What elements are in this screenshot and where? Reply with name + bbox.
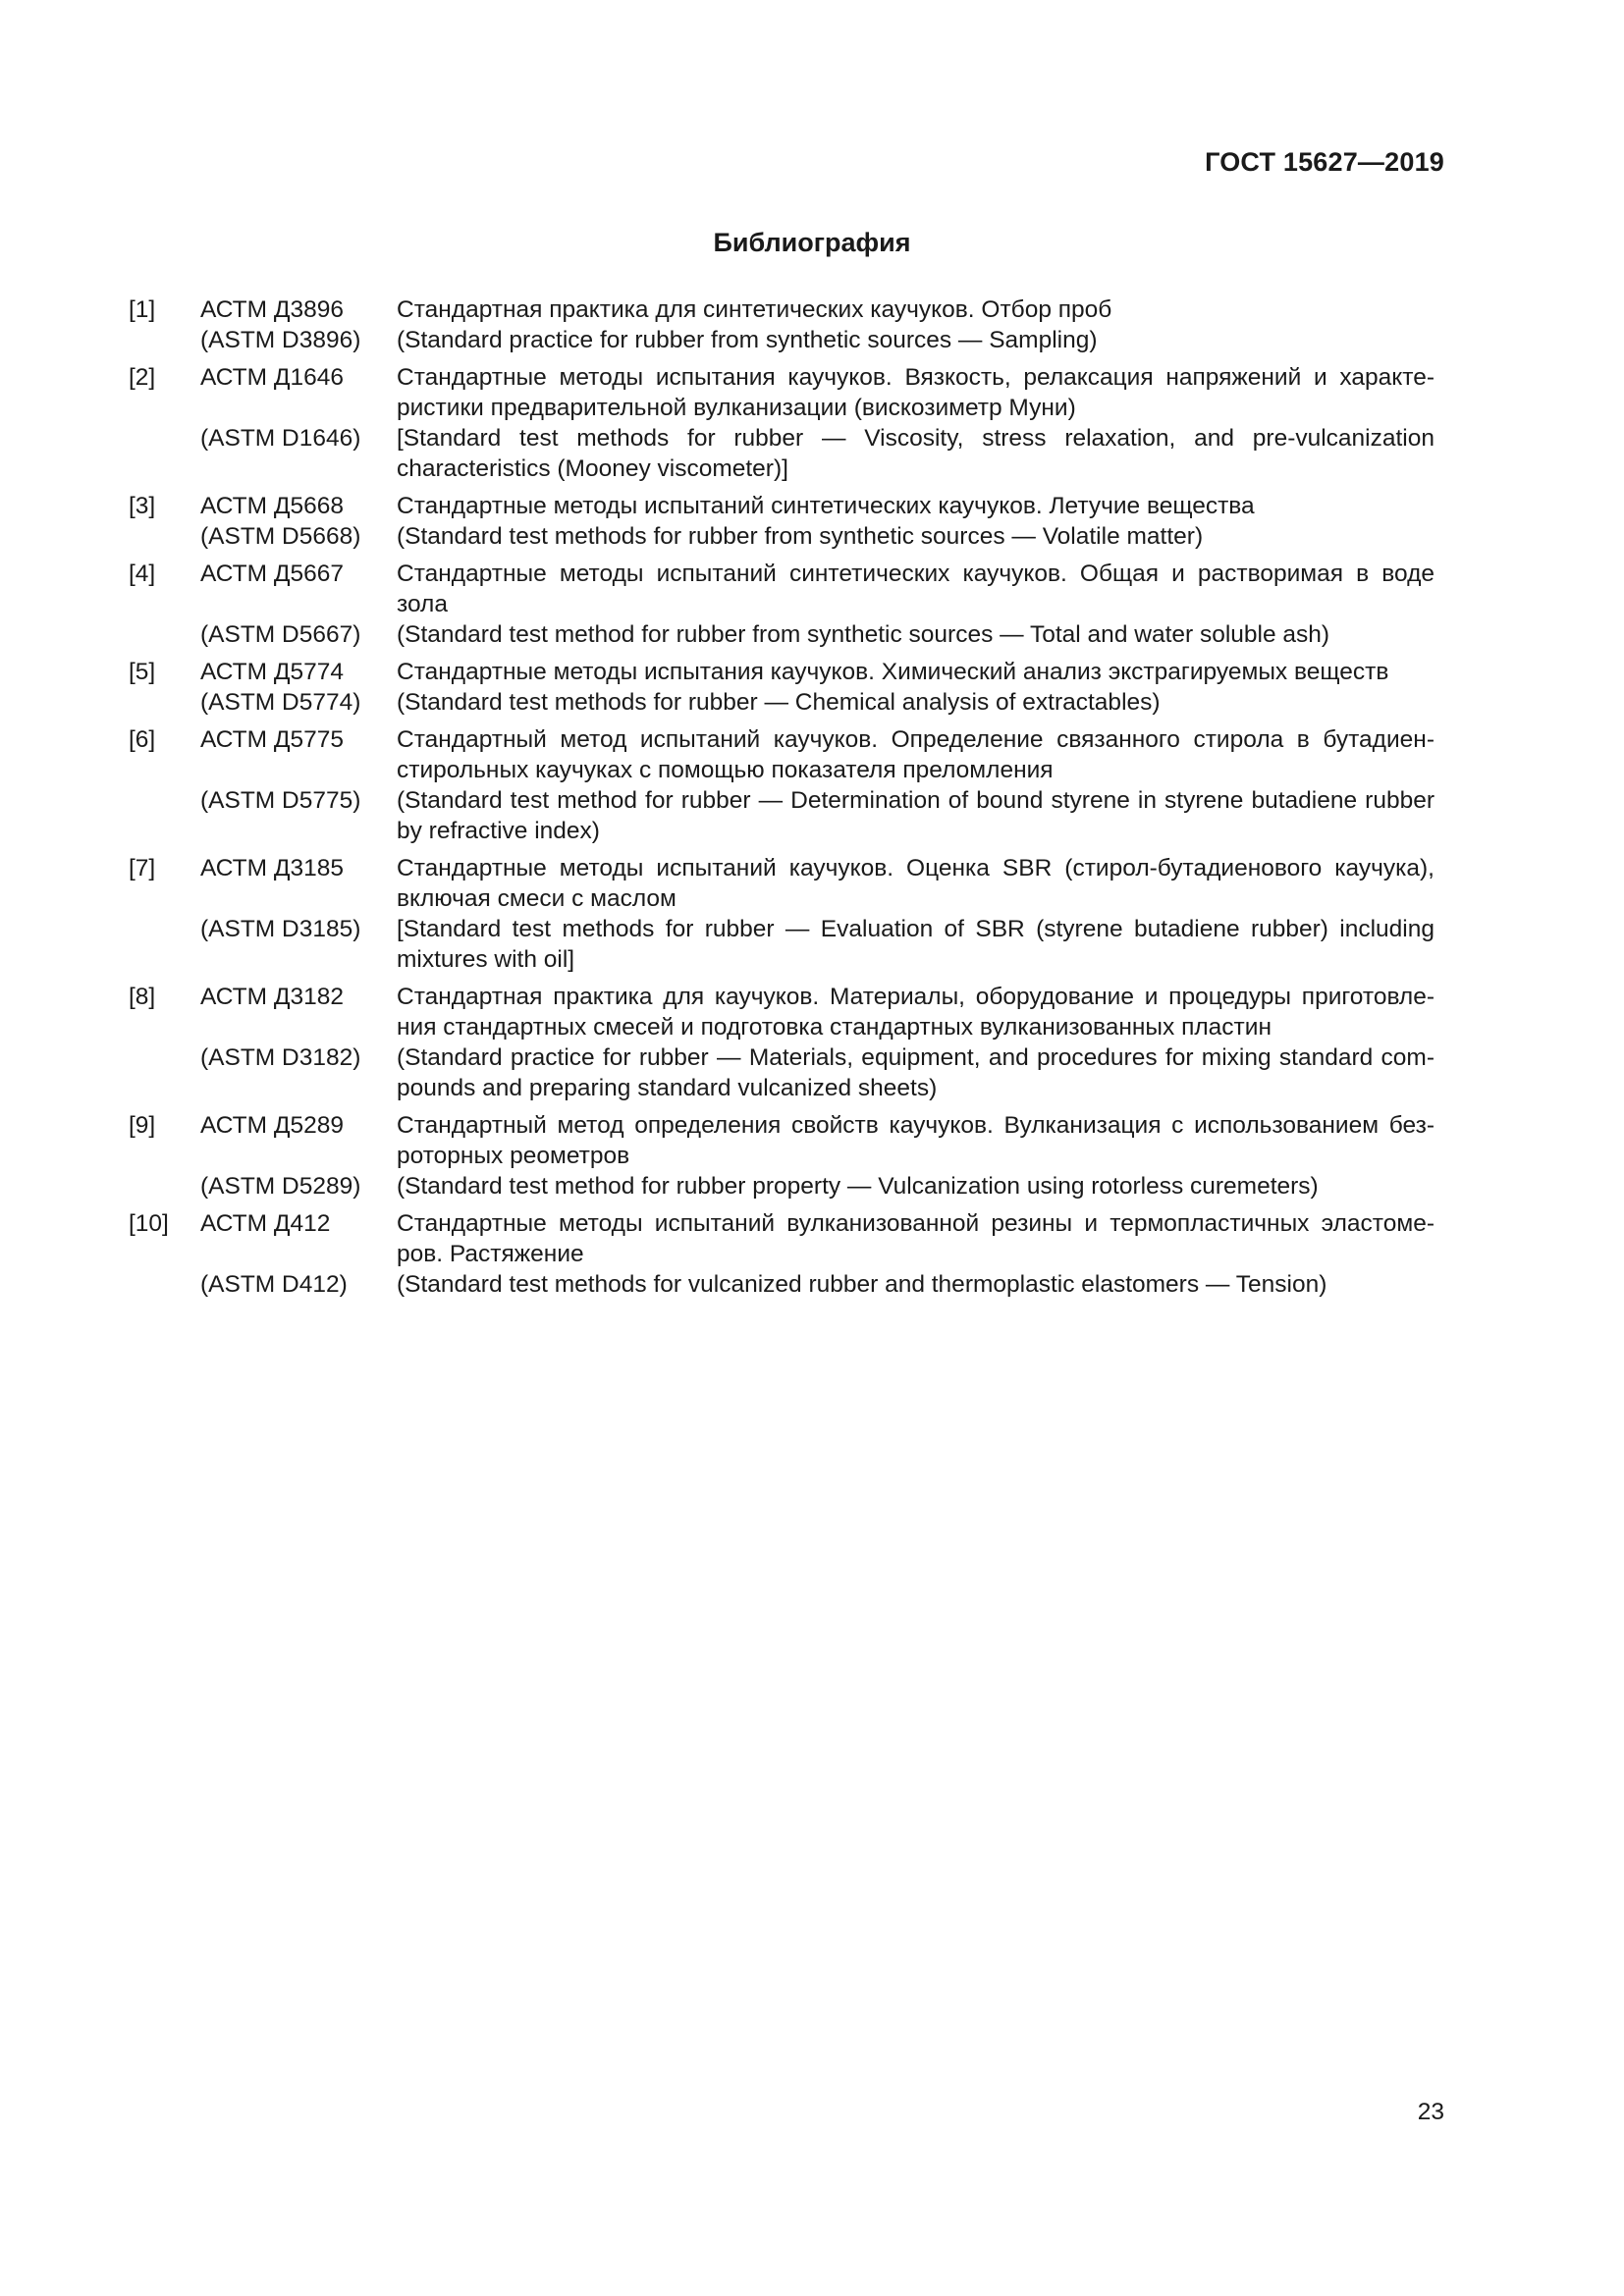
standard-code: (ASTM D3182) [200,1044,361,1071]
entry-number [129,687,200,718]
standard-title: (Standard practice for rubber from synthetic sources — Sampling) [397,327,1098,353]
bibliography-line [129,325,1435,355]
standard-title: Стандартные методы испытаний синтетических каучуков. Летучие вещества [397,493,1255,519]
standard-title: (Standard test method for rubber from synthetic sources — Total and water soluble ash) [397,621,1330,648]
bibliography-line [129,521,1435,552]
entry-number [129,914,200,975]
standard-code: (ASTM D1646) [200,425,361,452]
bibliography-line [129,853,1435,914]
standard-code: АСТМ Д3185 [200,855,344,881]
bibliography-entry [129,362,1435,484]
bibliography-entry [129,1110,1435,1201]
standard-code: (ASTM D5289) [200,1173,361,1200]
page-number: 23 [1417,2099,1444,2125]
standard-code: АСТМ Д412 [200,1210,331,1237]
standard-title: Стандартные методы испытаний каучуков. Оценка SBR (стирол-бутадиенового каучука), включая смеси с маслом [397,855,1435,912]
bibliography-line [129,982,1435,1042]
entry-number [129,785,200,846]
bibliography-line [129,1042,1435,1103]
entry-number: [8] [129,984,156,1010]
bibliography-entry [129,491,1435,552]
entry-number: [6] [129,726,156,753]
entry-number: [4] [129,561,156,587]
standard-title: (Standard practice for rubber — Materials, equipment, and procedures for mixing standard compounds and preparing standard vulcanized sheets) [397,1044,1435,1101]
bibliography-line [129,785,1435,846]
standard-title: Стандартные методы испытания каучуков. Вязкость, релаксация напряжений и характеристики предварительной вулканизации (вискозиметр Муни) [397,364,1435,421]
entry-number [129,1269,200,1300]
entry-number: [10] [129,1210,169,1237]
entry-number: [7] [129,855,156,881]
standard-title: (Standard test methods for rubber — Chemical analysis of extractables) [397,689,1161,716]
bibliography-line [129,1208,1435,1269]
bibliography-entry [129,853,1435,975]
bibliography-list [129,294,1435,1307]
standard-code: АСТМ Д3182 [200,984,344,1010]
standard-code: АСТМ Д3896 [200,296,344,323]
bibliography-entry [129,724,1435,846]
entry-number: [2] [129,364,156,391]
bibliography-entry [129,1208,1435,1300]
standard-title: (Standard test methods for rubber from synthetic sources — Volatile matter) [397,523,1204,550]
entry-number [129,1042,200,1103]
entry-number: [3] [129,493,156,519]
standard-code: АСТМ Д5289 [200,1112,344,1139]
bibliography-line [129,619,1435,650]
standard-code: АСТМ Д5774 [200,659,344,685]
standard-code: АСТМ Д5667 [200,561,344,587]
standard-title: Стандартная практика для синтетических каучуков. Отбор проб [397,296,1112,323]
standard-title: [Standard test methods for rubber — Viscosity, stress relaxation, and pre-vulcanization characteristics (Mooney viscometer)] [397,425,1435,482]
bibliography-entry [129,657,1435,718]
bibliography-line [129,687,1435,718]
entry-number [129,1171,200,1201]
standard-code: (ASTM D3185) [200,916,361,942]
section-title: Библиография [713,228,911,257]
bibliography-line [129,1110,1435,1171]
entry-number: [1] [129,296,156,323]
standard-code: АСТМ Д1646 [200,364,344,391]
entry-number [129,423,200,484]
standard-code: АСТМ Д5668 [200,493,344,519]
standard-title: Стандартные методы испытания каучуков. Химический анализ экстрагируемых веществ [397,659,1389,685]
bibliography-line [129,294,1435,325]
entry-number [129,619,200,650]
entry-number [129,521,200,552]
standard-code: (ASTM D5775) [200,787,361,814]
bibliography-entry [129,559,1435,650]
standard-title: [Standard test methods for rubber — Evaluation of SBR (styrene butadiene rubber) including mixtures with oil] [397,916,1435,973]
bibliography-line [129,491,1435,521]
standard-title: Стандартные методы испытаний синтетических каучуков. Общая и растворимая в воде зола [397,561,1435,617]
bibliography-line [129,362,1435,423]
bibliography-line [129,423,1435,484]
bibliography-entry [129,982,1435,1103]
standard-title: (Standard test methods for vulcanized rubber and thermoplastic elastomers — Tension) [397,1271,1327,1298]
standard-title: (Standard test method for rubber — Determination of bound styrene in styrene butadiene rubber by refractive index) [397,787,1435,844]
standard-code: (ASTM D5667) [200,621,361,648]
bibliography-line [129,914,1435,975]
standard-code: АСТМ Д5775 [200,726,344,753]
standard-code: (ASTM D3896) [200,327,361,353]
standard-title: Стандартный метод испытаний каучуков. Определение связанного стирола в бутадиенстирольных каучуках с помощью показателя преломления [397,726,1435,783]
bibliography-line [129,724,1435,785]
entry-number: [9] [129,1112,156,1139]
standard-code: (ASTM D5774) [200,689,361,716]
document-code: ГОСТ 15627—2019 [1205,147,1444,177]
bibliography-line [129,1171,1435,1201]
standard-title: Стандартный метод определения свойств каучуков. Вулканизация с использованием безроторных реометров [397,1112,1435,1169]
standard-code: (ASTM D412) [200,1271,348,1298]
standard-code: (ASTM D5668) [200,523,361,550]
bibliography-entry [129,294,1435,355]
standard-title: Стандартная практика для каучуков. Материалы, оборудование и процедуры приготовления стандартных смесей и подготовка стандартных вулканизованных пластин [397,984,1435,1041]
bibliography-line [129,559,1435,619]
entry-number [129,325,200,355]
bibliography-line [129,657,1435,687]
standard-title: (Standard test method for rubber property — Vulcanization using rotorless curemeters) [397,1173,1319,1200]
standard-title: Стандартные методы испытаний вулканизованной резины и термопластичных эластомеров. Растяжение [397,1210,1435,1267]
entry-number: [5] [129,659,156,685]
bibliography-line [129,1269,1435,1300]
